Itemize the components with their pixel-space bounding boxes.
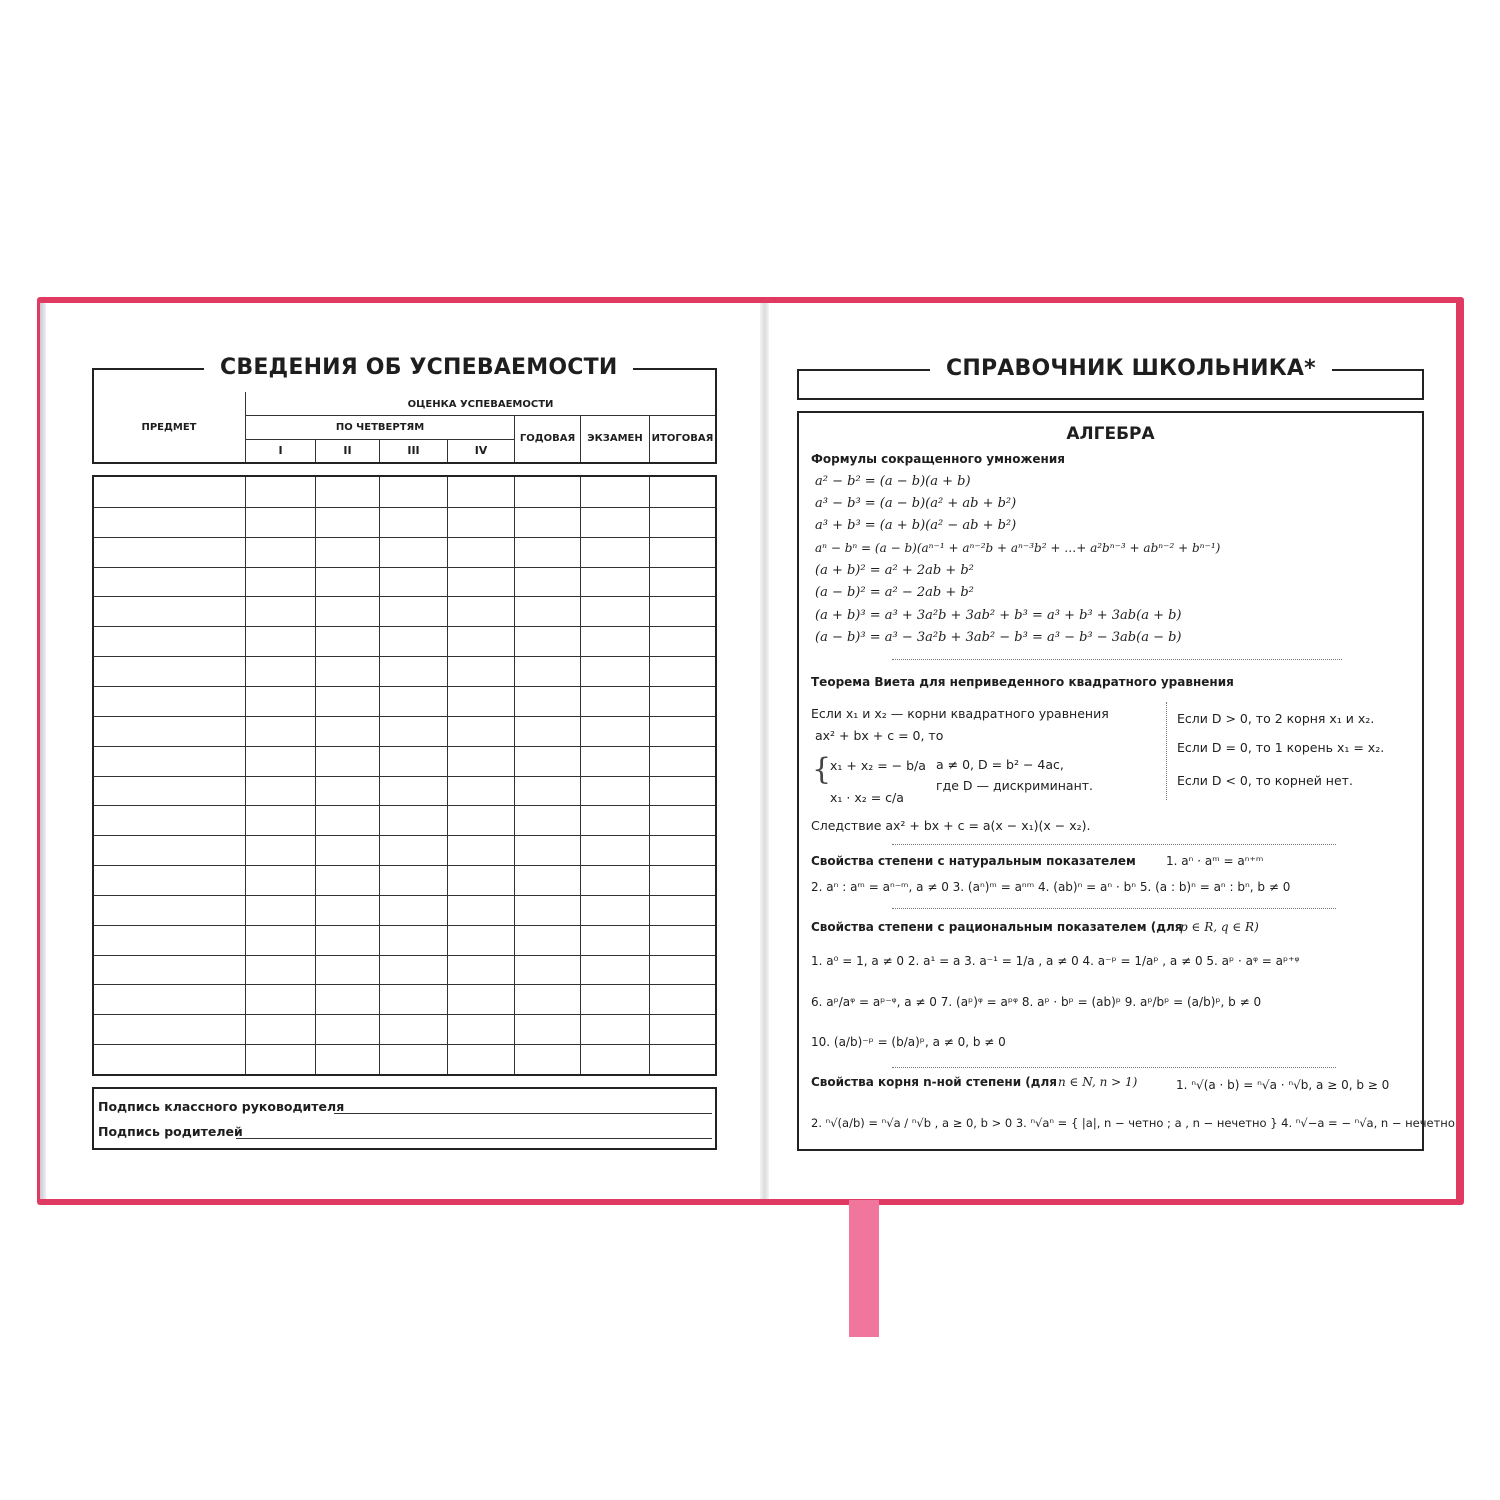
signature-box bbox=[92, 1087, 717, 1150]
vieta-corollary: Следствие ax² + bx + c = a(x − x₁)(x − x₂). bbox=[811, 818, 1091, 833]
grades-page-title: СВЕДЕНИЯ ОБ УСПЕВАЕМОСТИ bbox=[204, 355, 633, 380]
table-row-line bbox=[94, 626, 715, 627]
divider bbox=[892, 659, 1342, 660]
multiplication-heading: Формулы сокращенного умножения bbox=[811, 452, 1065, 466]
system-brace: { bbox=[812, 752, 832, 787]
natural-power-property-1: 1. aⁿ · aᵐ = aⁿ⁺ᵐ bbox=[1166, 854, 1264, 868]
table-row-line bbox=[94, 925, 715, 926]
formula-3: a³ + b³ = (a + b)(a² − ab + b²) bbox=[815, 518, 1017, 533]
table-row-line bbox=[94, 656, 715, 657]
table-row-line bbox=[94, 746, 715, 747]
formula-5: (a + b)² = a² + 2ab + b² bbox=[815, 563, 974, 578]
rational-power-property-10: 10. (a/b)⁻ᵖ = (b/a)ᵖ, a ≠ 0, b ≠ 0 bbox=[811, 1035, 1006, 1049]
formula-8: (a − b)³ = a³ − 3a²b + 3ab² − b³ = a³ − b³ − 3ab(a − b) bbox=[815, 630, 1182, 645]
final-column-header: ИТОГОВАЯ bbox=[651, 433, 714, 444]
quarter-3-header: III bbox=[407, 444, 420, 457]
vieta-intro-line-2: ax² + bx + c = 0, то bbox=[815, 728, 944, 743]
table-row-line bbox=[94, 716, 715, 717]
discriminant-case-2: Если D = 0, то 1 корень x₁ = x₂. bbox=[1177, 740, 1385, 755]
grades-column-header: ОЦЕНКА УСПЕВАЕМОСТИ bbox=[407, 398, 554, 410]
discriminant-case-3: Если D < 0, то корней нет. bbox=[1177, 773, 1353, 788]
table-row-line bbox=[94, 686, 715, 687]
vieta-product: x₁ · x₂ = c/a bbox=[830, 790, 904, 805]
parents-signature-label: Подпись родителей bbox=[98, 1124, 243, 1139]
root-properties: 2. ⁿ√(a/b) = ⁿ√a / ⁿ√b , a ≥ 0, b > 0 3. ⁿ√aⁿ = { |a|, n − четно ; a , n − нечетно } 4. ⁿ√−a = − ⁿ√a, n − нечетно bbox=[811, 1116, 1455, 1130]
table-row-line bbox=[94, 507, 715, 508]
rational-power-properties-2: 6. aᵖ/aᵠ = aᵖ⁻ᵠ, a ≠ 0 7. (aᵖ)ᵠ = aᵖᵠ 8. aᵖ · bᵖ = (ab)ᵖ 9. aᵖ/bᵖ = (a/b)ᵖ, b ≠ 0 bbox=[811, 995, 1262, 1009]
rational-powers-heading: Свойства степени с рациональным показателем (для bbox=[811, 920, 1183, 934]
table-row-line bbox=[94, 835, 715, 836]
vieta-condition-2: где D — дискриминант. bbox=[936, 778, 1094, 793]
table-row-line bbox=[94, 805, 715, 806]
discriminant-case-1: Если D > 0, то 2 корня x₁ и x₂. bbox=[1177, 711, 1375, 726]
formula-7: (a + b)³ = a³ + 3a²b + 3ab² + b³ = a³ + b³ + 3ab(a + b) bbox=[815, 608, 1182, 623]
quarter-2-header: II bbox=[343, 444, 352, 457]
table-row-line bbox=[94, 895, 715, 896]
book-spine-gutter bbox=[760, 303, 769, 1199]
formula-4: aⁿ − bⁿ = (a − b)(aⁿ⁻¹ + aⁿ⁻²b + aⁿ⁻³b² + …+ a²bⁿ⁻³ + abⁿ⁻² + bⁿ⁻¹) bbox=[815, 541, 1221, 555]
natural-power-properties: 2. aⁿ : aᵐ = aⁿ⁻ᵐ, a ≠ 0 3. (aⁿ)ᵐ = aⁿᵐ 4. (ab)ⁿ = aⁿ · bⁿ 5. (a : b)ⁿ = aⁿ : bⁿ, b ≠ 0 bbox=[811, 880, 1291, 894]
algebra-heading: АЛГЕБРА bbox=[1066, 424, 1155, 444]
vieta-intro-line-1: Если x₁ и x₂ — корни квадратного уравнения bbox=[811, 706, 1109, 721]
formula-1: a² − b² = (a − b)(a + b) bbox=[815, 474, 971, 489]
divider bbox=[892, 1067, 1336, 1068]
quarter-1-header: I bbox=[278, 444, 283, 457]
table-row-line bbox=[94, 1014, 715, 1015]
table-row-line bbox=[94, 984, 715, 985]
exam-column-header: ЭКЗАМЕН bbox=[587, 433, 643, 444]
rational-powers-condition: p ∈ R, q ∈ R) bbox=[1180, 920, 1259, 934]
reference-page-title: СПРАВОЧНИК ШКОЛЬНИКА* bbox=[930, 356, 1332, 381]
divider bbox=[892, 844, 1336, 845]
parents-signature-line[interactable] bbox=[236, 1138, 712, 1139]
table-row-line bbox=[94, 1044, 715, 1045]
year-column-header: ГОДОВАЯ bbox=[519, 433, 576, 444]
table-row-line bbox=[94, 596, 715, 597]
table-row-line bbox=[94, 955, 715, 956]
vieta-heading: Теорема Виета для неприведенного квадратного уравнения bbox=[811, 675, 1234, 689]
rational-power-properties-1: 1. a⁰ = 1, a ≠ 0 2. a¹ = a 3. a⁻¹ = 1/a , a ≠ 0 4. a⁻ᵖ = 1/aᵖ , a ≠ 0 5. aᵖ · aᵠ = aᵖ⁺ᵠ bbox=[811, 954, 1300, 968]
page-edge bbox=[40, 303, 46, 1199]
formula-2: a³ − b³ = (a − b)(a² + ab + b²) bbox=[815, 496, 1017, 511]
teacher-signature-line[interactable] bbox=[334, 1113, 712, 1114]
table-row-line bbox=[94, 776, 715, 777]
vieta-condition-1: a ≠ 0, D = b² − 4ac, bbox=[936, 757, 1064, 772]
subject-column-header: ПРЕДМЕТ bbox=[141, 421, 197, 433]
roots-heading: Свойства корня n-ной степени (для bbox=[811, 1075, 1057, 1089]
root-property-1: 1. ⁿ√(a · b) = ⁿ√a · ⁿ√b, a ≥ 0, b ≥ 0 bbox=[1176, 1078, 1390, 1092]
divider bbox=[892, 908, 1336, 909]
roots-condition: n ∈ N, n > 1) bbox=[1058, 1075, 1138, 1089]
bookmark-ribbon[interactable] bbox=[849, 1200, 879, 1337]
quarters-column-header: ПО ЧЕТВЕРТЯМ bbox=[335, 421, 425, 433]
quarter-4-header: IV bbox=[474, 444, 488, 457]
table-row-line bbox=[94, 567, 715, 568]
natural-powers-heading: Свойства степени с натуральным показателем bbox=[811, 854, 1136, 868]
table-row-line bbox=[94, 537, 715, 538]
teacher-signature-label: Подпись классного руководителя bbox=[98, 1099, 345, 1114]
table-row-line bbox=[94, 865, 715, 866]
formula-6: (a − b)² = a² − 2ab + b² bbox=[815, 585, 974, 600]
vieta-sum: x₁ + x₂ = − b/a bbox=[830, 758, 926, 773]
